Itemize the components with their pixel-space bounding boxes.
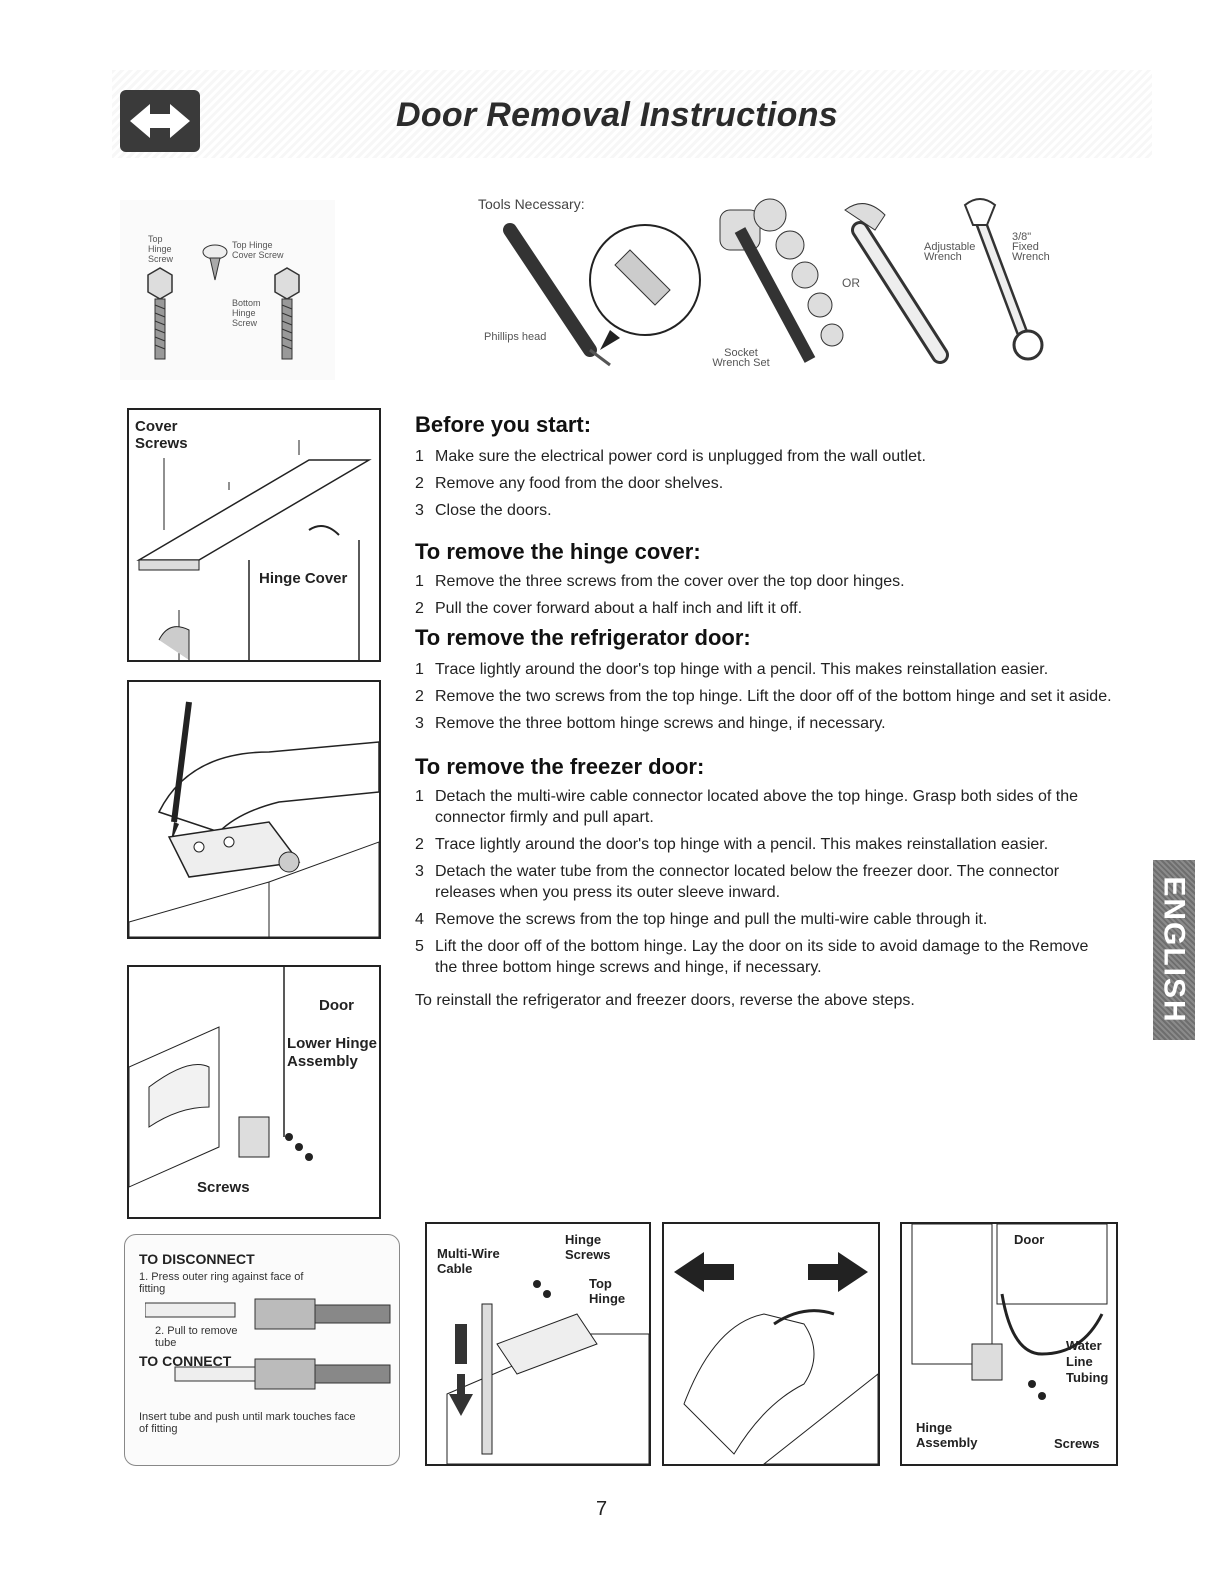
tools-heading: Tools Necessary: <box>478 196 585 212</box>
before-title: Before you start: <box>415 412 592 437</box>
list-item: 2 Pull the cover forward about a half inch and lift it off. <box>415 600 803 617</box>
arrows-icon <box>120 90 200 152</box>
list-item: 3 Close the doors. <box>415 502 552 519</box>
cover-screw-label: Top Hinge Cover Screw <box>232 240 284 260</box>
hinge-cover-figure <box>127 408 381 662</box>
page-title: Door Removal Instructions <box>396 96 839 134</box>
lower-hinge-figure <box>127 965 381 1219</box>
before-steps <box>415 446 1115 521</box>
list-item: 4 Remove the screws from the top hinge and pull the multi-wire cable through it. <box>415 911 988 928</box>
screws-label-left: Screws <box>197 1179 250 1196</box>
disconnect-step2: 2. Pull to remove tube <box>155 1325 238 1349</box>
hinge-screws-label: Hinge Screws <box>565 1232 611 1262</box>
hinge-assembly-label: Hinge Assembly <box>916 1420 978 1450</box>
screws-label-bottom: Screws <box>1054 1436 1100 1451</box>
list-item: 1 Detach the multi-wire cable connector located above the top hinge. Grasp both sides of the connector firmly and pull apart. <box>415 788 1079 826</box>
pull-cable-figure <box>662 1222 880 1466</box>
freezer-door-title: To remove the freezer door: <box>415 754 705 779</box>
list-item: 2 Remove the two screws from the top hinge. Lift the door off of the bottom hinge and set it aside. <box>415 688 1112 705</box>
list-item: 1 Trace lightly around the door's top hinge with a pencil. This makes reinstallation easier. <box>415 661 1049 678</box>
trace-hinge-figure <box>127 680 381 939</box>
disconnect-step1: 1. Press outer ring against face of fitting <box>139 1271 304 1295</box>
connect-instructions-box <box>124 1234 400 1466</box>
socket-label: Socket Wrench Set <box>712 347 770 369</box>
fridge-door-title: To remove the refrigerator door: <box>415 625 751 650</box>
hinge-cover-title: To remove the hinge cover: <box>415 539 701 564</box>
bottom-hinge-screw-label: Bottom Hinge Screw <box>232 298 261 328</box>
list-item: 1 Make sure the electrical power cord is unplugged from the wall outlet. <box>415 448 926 465</box>
multi-wire-figure <box>425 1222 651 1466</box>
instructions-column <box>415 412 1115 1010</box>
connect-insert-text: Insert tube and push until mark touches face of fitting <box>139 1411 356 1435</box>
hinge-assembly-figure <box>900 1222 1118 1466</box>
hinge-cover-label: Hinge Cover <box>259 570 348 587</box>
freezer-door-steps <box>415 786 1115 978</box>
tools-figure <box>470 190 1070 370</box>
cover-screws-label: Cover Screws <box>135 418 188 452</box>
fixed-label: 3/8" Fixed Wrench <box>1012 231 1050 263</box>
list-item: 2 Remove any food from the door shelves. <box>415 475 724 492</box>
top-hinge-screw-label: Top Hinge Screw <box>148 234 174 264</box>
multi-wire-label: Multi-Wire Cable <box>437 1246 500 1276</box>
phillips-label: Phillips head <box>484 331 547 343</box>
top-hinge-label: Top Hinge <box>589 1276 626 1306</box>
list-item: 2 Trace lightly around the door's top hinge with a pencil. This makes reinstallation easier. <box>415 836 1049 853</box>
list-item: 1 Remove the three screws from the cover over the top door hinges. <box>415 573 905 590</box>
language-tab-label: ENGLISH <box>1158 876 1192 1024</box>
or-label: OR <box>842 276 860 290</box>
page-number: 7 <box>596 1498 608 1520</box>
language-tab <box>1153 860 1195 1040</box>
list-item: 5 Lift the door off of the bottom hinge. Lay the door on its side to avoid damage to the Remove the three bottom hinge screws and hinge, if necessary. <box>415 938 1089 976</box>
lower-hinge-assembly-label: Lower Hinge Assembly <box>287 1035 378 1070</box>
door-label-left: Door <box>319 997 354 1014</box>
fridge-door-steps <box>415 659 1115 734</box>
disconnect-title: TO DISCONNECT <box>139 1251 255 1267</box>
connect-title: TO CONNECT <box>139 1353 232 1369</box>
adjustable-label: Adjustable Wrench <box>924 241 976 263</box>
reinstall-note: To reinstall the refrigerator and freezer doors, reverse the above steps. <box>415 992 915 1009</box>
door-label-bottom: Door <box>1014 1232 1045 1247</box>
list-item: 3 Remove the three bottom hinge screws and hinge, if necessary. <box>415 715 886 732</box>
water-line-label: Water Line Tubing <box>1066 1338 1109 1385</box>
list-item: 3 Detach the water tube from the connector located below the freezer door. The connector releases when you press its outer sleeve inward. <box>415 863 1060 901</box>
screws-figure <box>120 200 335 380</box>
hinge-cover-steps <box>415 571 1115 619</box>
